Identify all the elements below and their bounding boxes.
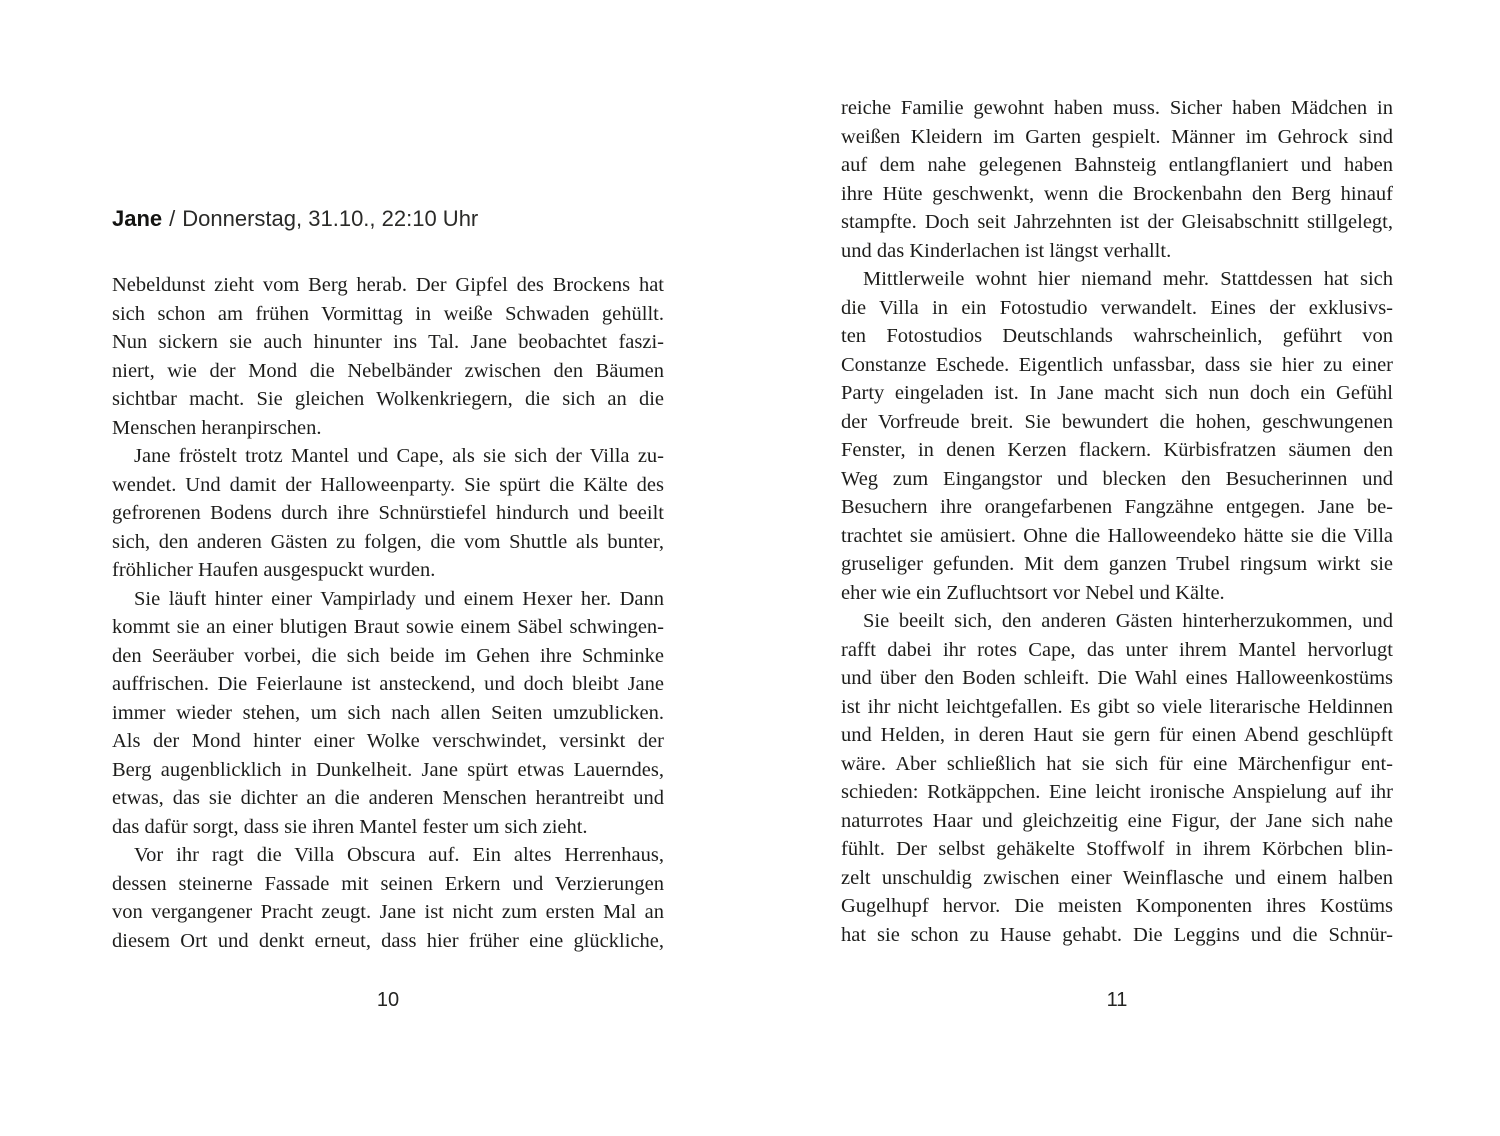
text-line: Jane fröstelt trotz Mantel und Cape, als sie sich der Villa zu- bbox=[134, 445, 664, 467]
text-line: Sie beeilt sich, den anderen Gästen hinterherzukommen, und bbox=[863, 610, 1393, 632]
text-line: Party eingeladen ist. In Jane macht sich nun doch ein Gefühl bbox=[841, 382, 1393, 404]
text-line: etwas, das sie dichter an die anderen Menschen herantreibt und bbox=[112, 787, 664, 809]
page-number-right: 11 bbox=[1106, 989, 1128, 1011]
page-body-text-left bbox=[112, 271, 664, 955]
text-line: und Helden, in deren Haut sie gern für einen Abend geschlüpft bbox=[841, 724, 1393, 746]
text-line: gruseliger gefunden. Mit dem ganzen Trubel ringsum wirkt sie bbox=[841, 553, 1393, 575]
text-line: fröhlicher Haufen ausgespuckt wurden. bbox=[112, 559, 436, 581]
text-line: der Vorfreude breit. Sie bewundert die hohen, geschwungenen bbox=[841, 410, 1393, 433]
text-line: ihre Hüte geschwenkt, wenn die Brockenbahn den Berg hinauf bbox=[841, 182, 1393, 205]
text-line: weißen Kleidern im Garten gespielt. Männer im Gehrock sind bbox=[841, 125, 1393, 148]
text-line: Weg zum Eingangstor und blecken den Besucherinnen und bbox=[841, 467, 1393, 490]
text-line: rafft dabei ihr rotes Cape, das unter ihrem Mantel hervorlugt bbox=[841, 638, 1393, 661]
chapter-header bbox=[112, 205, 478, 233]
text-line: Gugelhupf hervor. Die meisten Komponenten ihres Kostüms bbox=[841, 895, 1393, 917]
text-line: eher wie ein Zufluchtsort vor Nebel und Kälte. bbox=[841, 581, 1225, 604]
text-line: kommt sie an einer blutigen Braut sowie einem Säbel schwingen- bbox=[112, 616, 664, 638]
text-line: Sie läuft hinter einer Vampirlady und einem Hexer her. Dann bbox=[134, 587, 664, 610]
text-line: Als der Mond hinter einer Wolke verschwindet, versinkt der bbox=[112, 730, 664, 752]
text-line: Nebeldunst zieht vom Berg herab. Der Gipfel des Brockens hat bbox=[112, 274, 664, 296]
text-line: hat sie schon zu Hause gehabt. Die Leggins und die Schnür- bbox=[841, 923, 1393, 946]
text-line: wendet. Und damit der Halloweenparty. Sie spürt die Kälte des bbox=[112, 473, 664, 496]
text-line: Vor ihr ragt die Villa Obscura auf. Ein altes Herrenhaus, bbox=[134, 844, 664, 866]
text-line: niert, wie der Mond die Nebelbänder zwischen den Bäumen bbox=[112, 359, 664, 382]
text-line: Mittlerweile wohnt hier niemand mehr. Stattdessen hat sich bbox=[863, 268, 1393, 290]
text-line: sich schon am frühen Vormittag in weiße Schwaden gehüllt. bbox=[112, 302, 664, 325]
text-line: Menschen heranpirschen. bbox=[112, 416, 322, 439]
text-line: fühlt. Der selbst gehäkelte Stoffwolf in ihrem Körbchen blin- bbox=[841, 838, 1393, 860]
page-body-text-right bbox=[841, 94, 1393, 949]
text-line: naturrotes Haar und gleichzeitig eine Figur, der Jane sich nahe bbox=[841, 809, 1393, 832]
text-line: sich, den anderen Gästen zu folgen, die vom Shuttle als bunter, bbox=[112, 530, 664, 553]
text-line: reiche Familie gewohnt haben muss. Sicher haben Mädchen in bbox=[841, 97, 1393, 119]
text-line: den Seeräuber vorbei, die sich beide im Gehen ihre Schminke bbox=[112, 644, 664, 667]
text-line: ten Fotostudios Deutschlands wahrscheinlich, geführt von bbox=[841, 325, 1393, 347]
text-line: wäre. Aber schließlich hat sie sich für eine Märchenfigur ent- bbox=[841, 752, 1393, 775]
text-line: von vergangener Pracht zeugt. Jane ist nicht zum ersten Mal an bbox=[112, 901, 664, 923]
pov-character-name: Jane bbox=[112, 206, 163, 231]
text-line: und das Kinderlachen ist längst verhallt. bbox=[841, 239, 1172, 262]
text-line: trachtet sie amüsiert. Ohne die Halloweendeko hätte sie die Villa bbox=[841, 524, 1393, 547]
page-right bbox=[841, 0, 1393, 1136]
header-separator: / bbox=[169, 206, 176, 231]
text-line: stampfte. Doch seit Jahrzehnten ist der Gleisabschnitt stillgelegt, bbox=[841, 211, 1393, 233]
text-line: sichtbar macht. Sie gleichen Wolkenkriegern, die sich an die bbox=[112, 388, 664, 410]
text-line: ist ihr nicht leichtgefallen. Es gibt so viele literarische Heldinnen bbox=[841, 695, 1393, 718]
text-line: schieden: Rotkäppchen. Eine leicht ironische Anspielung auf ihr bbox=[841, 781, 1393, 803]
header-datetime: Donnerstag, 31.10., 22:10 Uhr bbox=[182, 206, 479, 231]
text-line: auffrischen. Die Feierlaune ist ansteckend, und doch bleibt Jane bbox=[112, 673, 664, 695]
text-line: die Villa in ein Fotostudio verwandelt. Eines der exklusivs- bbox=[841, 296, 1393, 319]
page-left bbox=[112, 0, 664, 1136]
text-line: immer wieder stehen, um sich nach allen Seiten umzublicken. bbox=[112, 701, 664, 724]
text-line: und über den Boden schleift. Die Wahl eines Halloweenkostüms bbox=[841, 667, 1393, 689]
text-line: diesem Ort und denkt erneut, dass hier früher eine glückliche, bbox=[112, 929, 664, 952]
page-number-left: 10 bbox=[376, 989, 400, 1011]
text-line: das dafür sorgt, dass sie ihren Mantel fester um sich zieht. bbox=[112, 815, 588, 838]
text-line: auf dem nahe gelegenen Bahnsteig entlangflaniert und haben bbox=[841, 154, 1393, 176]
text-line: Fenster, in denen Kerzen flackern. Kürbisfratzen säumen den bbox=[841, 439, 1393, 461]
text-line: Constanze Eschede. Eigentlich unfassbar, dass sie hier zu einer bbox=[841, 353, 1393, 376]
text-line: Berg augenblicklich in Dunkelheit. Jane spürt etwas Lauerndes, bbox=[112, 758, 664, 781]
text-line: zelt unschuldig zwischen einer Weinflasche und einem halben bbox=[841, 866, 1393, 889]
text-line: dessen steinerne Fassade mit seinen Erkern und Verzierungen bbox=[112, 872, 664, 895]
text-line: gefrorenen Bodens durch ihre Schnürstiefel hindurch und beeilt bbox=[112, 502, 664, 524]
text-line: Besuchern ihre orangefarbenen Fangzähne entgegen. Jane be- bbox=[841, 496, 1393, 518]
text-line: Nun sickern sie auch hinunter ins Tal. Jane beobachtet faszi- bbox=[112, 331, 664, 353]
